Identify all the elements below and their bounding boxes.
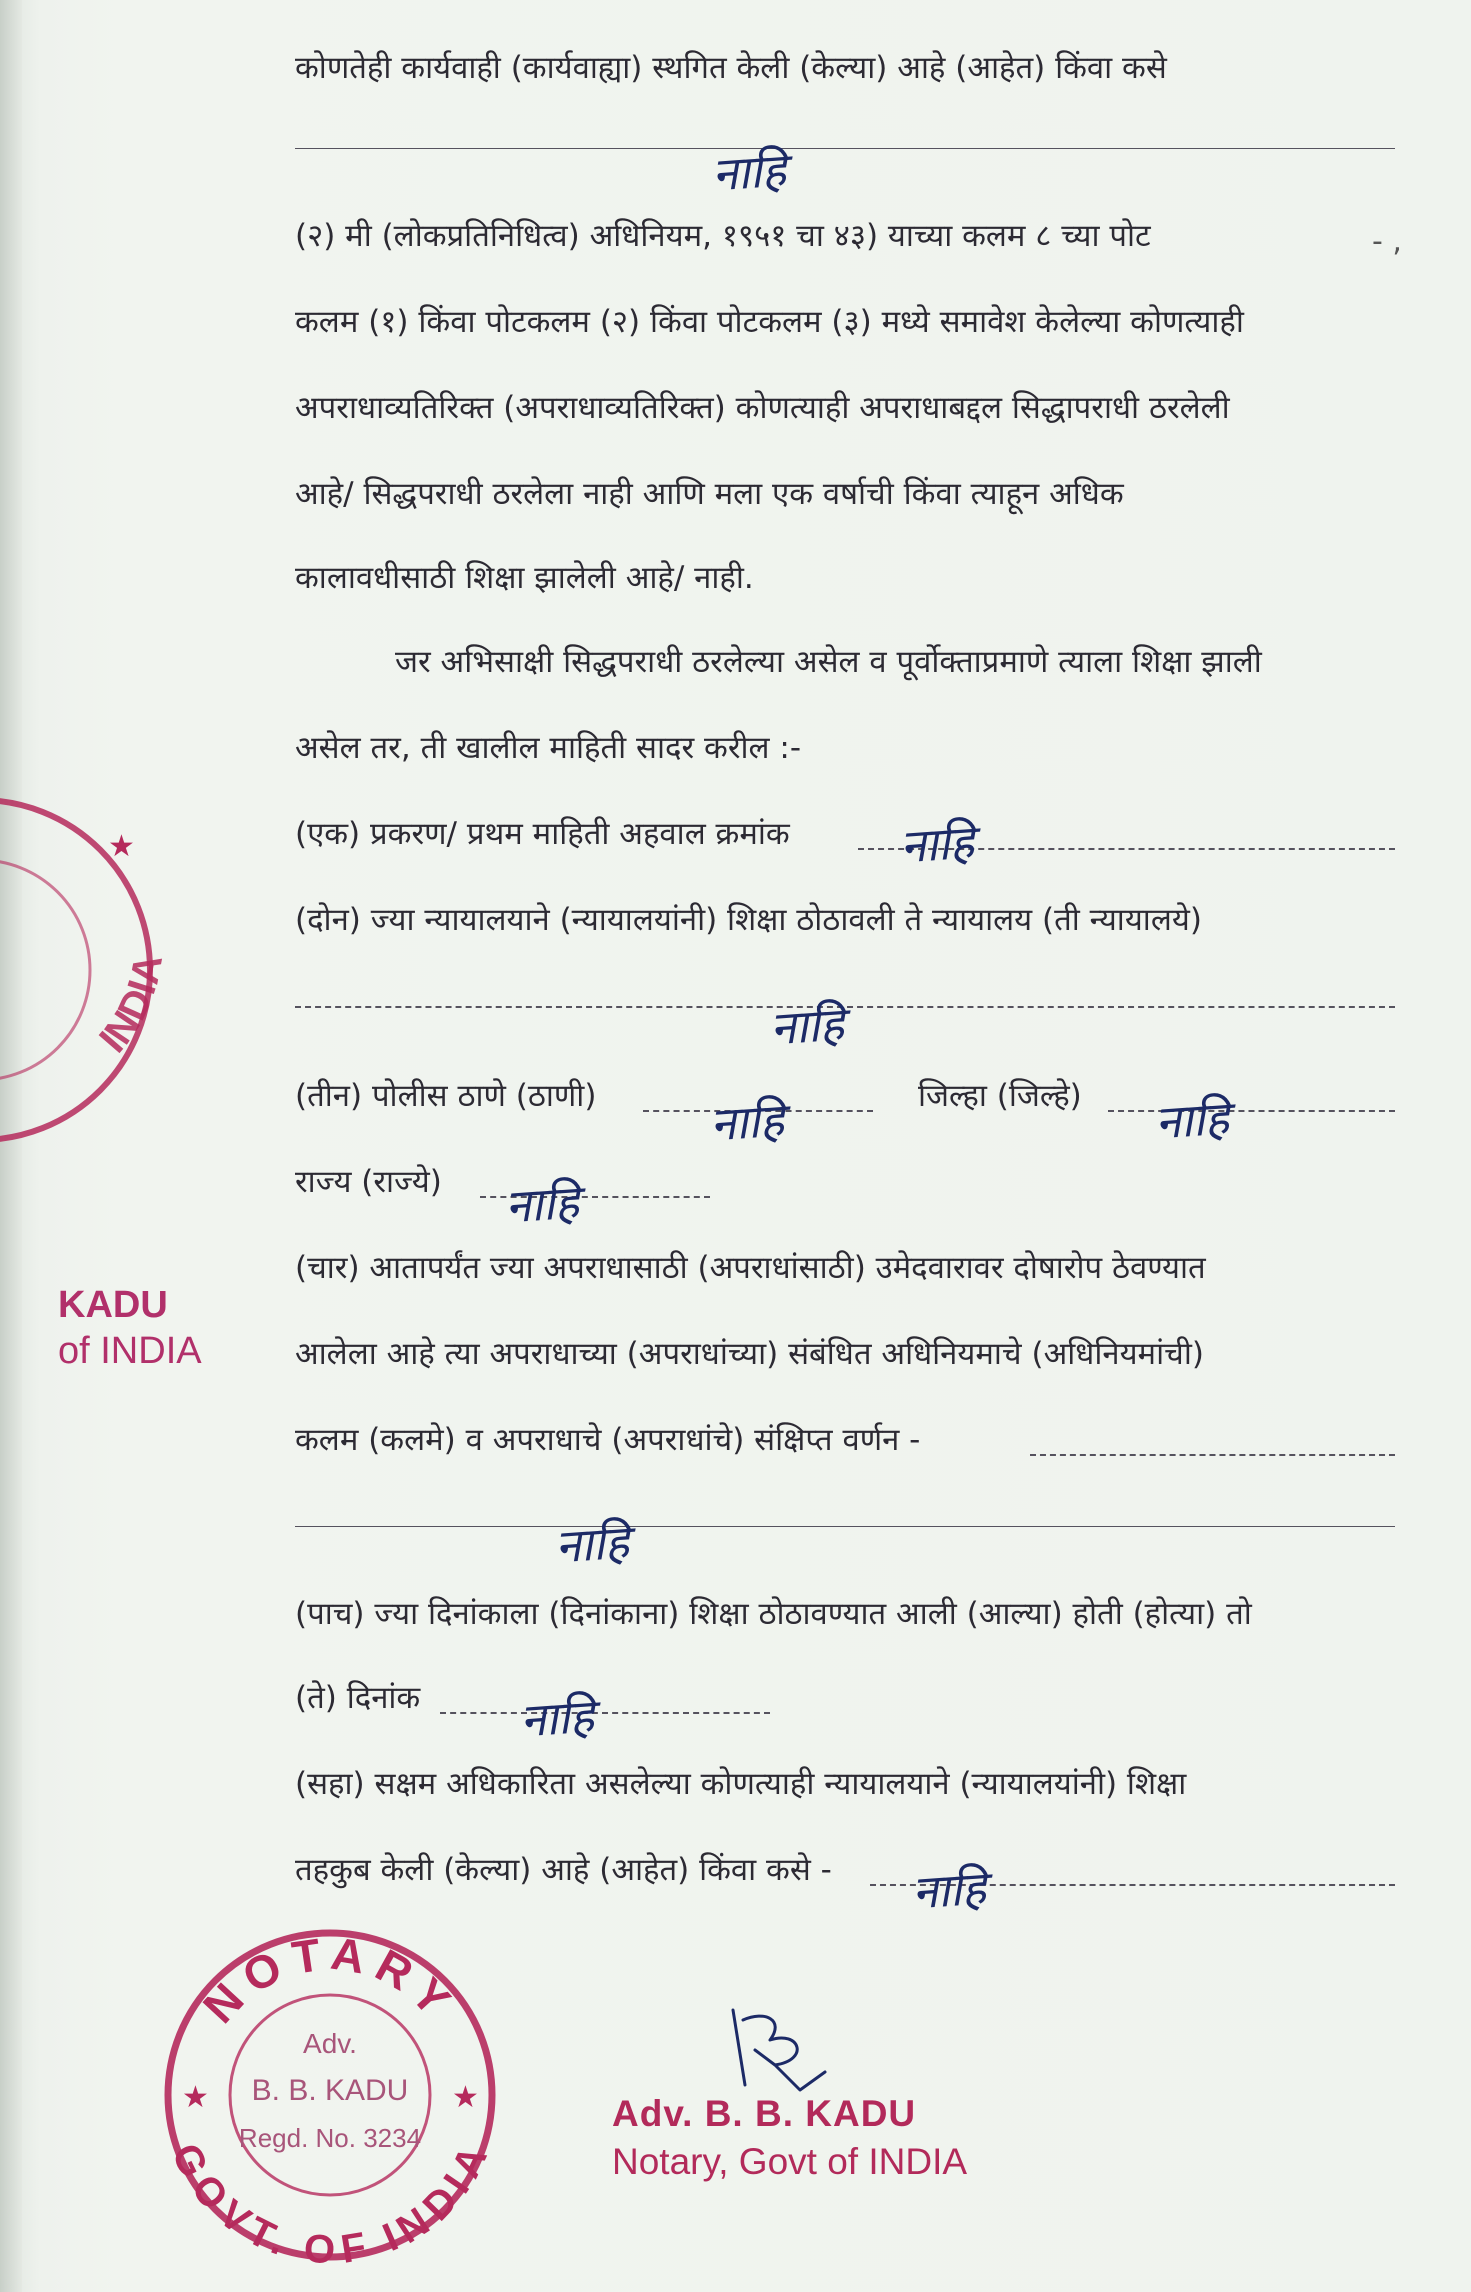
line-text: (सहा) सक्षम अधिकारिता असलेल्या कोणत्याही न्यायालयाने (न्यायालयांनी) शिक्षा [295, 1766, 1187, 1802]
svg-text:INDIA [91, 951, 171, 1061]
side-stamp-label [58, 1282, 202, 1374]
margin-mark: - , [1372, 224, 1402, 259]
partial-ring-text: INDIA [91, 951, 172, 1062]
line-text: (पाच) ज्या दिनांकाला (दिनांकाना) शिक्षा ठोठावण्यात आली (आल्या) होती (होत्या) तो [295, 1596, 1252, 1632]
field-label-case-number [295, 812, 790, 856]
text-line-2 [295, 214, 1395, 258]
line-text: (दोन) ज्या न्यायालयाने (न्यायालयांनी) शिक्षा ठोठावली ते न्यायालय (ती न्यायालये) [295, 902, 1202, 938]
line-text: कलम (१) किंवा पोटकलम (२) किंवा पोटकलम (३) मध्ये समावेश केलेल्या कोणत्याही [295, 304, 1244, 340]
stamp-center-line-3: Regd. No. 3234 [238, 2123, 422, 2153]
star-icon: ★ [108, 829, 135, 864]
field-label-stay [295, 1848, 832, 1892]
text-line-3 [295, 300, 1395, 344]
blank-rule-charges-b [295, 1526, 1395, 1527]
line-text: आहे/ सिद्धपराधी ठरलेला नाही आणि मला एक वर्षाची किंवा त्याहून अधिक [295, 476, 1124, 512]
stamp-center-line-2: B. B. KADU [251, 2074, 409, 2107]
handwritten-answer-7: नाहि [553, 1514, 631, 1574]
side-label-line-2: of INDIA [58, 1330, 202, 1372]
text-line-stay-1 [295, 1762, 1395, 1806]
svg-text:NOTARY [193, 1927, 468, 2033]
text-line-5 [295, 472, 1395, 516]
star-icon: ★ [452, 2080, 479, 2115]
blank-rule-court [295, 1006, 1395, 1008]
text-line-7 [395, 640, 1395, 684]
stamp-center-line-1: Adv. [303, 2028, 357, 2059]
field-label-charges [295, 1418, 920, 1462]
text-line-charges-1 [295, 1246, 1395, 1290]
field-label-district [918, 1074, 1082, 1118]
notary-title: Notary, Govt of INDIA [612, 2141, 968, 2182]
handwritten-answer-2: नाहि [898, 814, 976, 874]
star-icon: ★ [182, 2080, 209, 2115]
line-text: (२) मी (लोकप्रतिनिधित्व) अधिनियम, १९५१ चा ४३) याच्या कलम ८ च्या पोट [295, 218, 1151, 254]
text-line-8 [295, 726, 1395, 770]
line-text: (तीन) पोलीस ठाणे (ठाणी) [295, 1078, 597, 1114]
blank-rule-1 [295, 148, 1395, 149]
stamp-ring-top: NOTARY [192, 1926, 468, 2033]
line-text: राज्य (राज्ये) [295, 1164, 442, 1200]
blank-rule-charges-a [1030, 1454, 1395, 1456]
line-text: (चार) आतापर्यंत ज्या अपराधासाठी (अपराधांसाठी) उमेदवारावर दोषारोप ठेवण्यात [295, 1250, 1206, 1286]
signature-block [612, 2090, 967, 2186]
field-label-date [295, 1676, 420, 1720]
text-line-6 [295, 556, 1395, 600]
line-text: कलम (कलमे) व अपराधाचे (अपराधांचे) संक्षिप्त वर्णन - [295, 1422, 921, 1458]
handwritten-answer-3: नाहि [768, 996, 846, 1056]
line-text: आलेला आहे त्या अपराधाच्या (अपराधांच्या) संबंधित अधिनियमाचे (अधिनियमांची) [295, 1336, 1204, 1372]
notary-name: Adv. B. B. KADU [612, 2093, 917, 2134]
handwritten-answer-6: नाहि [503, 1174, 581, 1234]
handwritten-answer-8: नाहि [518, 1688, 596, 1748]
line-text: जर अभिसाक्षी सिद्धपराधी ठरलेल्या असेल व पूर्वोक्ताप्रमाणे त्याला शिक्षा झाली [395, 644, 1262, 680]
line-text: (एक) प्रकरण/ प्रथम माहिती अहवाल क्रमांक [295, 816, 790, 852]
text-line-court [295, 898, 1395, 942]
partial-notary-stamp [0, 780, 180, 1150]
side-label-line-1: KADU [58, 1284, 168, 1326]
line-text: तहकुब केली (केल्या) आहे (आहेत) किंवा कसे - [295, 1852, 832, 1888]
text-line-1 [295, 46, 1395, 90]
line-text: कोणतेही कार्यवाही (कार्यवाह्या) स्थगित केली (केल्या) आहे (आहेत) किंवा कसे [295, 50, 1167, 86]
line-text: अपराधाव्यतिरिक्त (अपराधाव्यतिरिक्त) कोणत्याही अपराधाबद्दल सिद्धापराधी ठरलेली [295, 390, 1230, 426]
notary-round-stamp [160, 1925, 500, 2265]
handwritten-answer-5: नाहि [1153, 1090, 1231, 1150]
line-text: कालावधीसाठी शिक्षा झालेली आहे/ नाही. [295, 560, 754, 596]
field-label-state [295, 1160, 442, 1204]
blank-rule-district [1108, 1110, 1395, 1112]
text-line-charges-2 [295, 1332, 1395, 1376]
stamp-ring-bottom: GOVT. OF INDIA [162, 2136, 498, 2265]
handwritten-answer-4: नाहि [708, 1092, 786, 1152]
line-text: असेल तर, ती खालील माहिती सादर करील :- [295, 730, 802, 766]
handwritten-answer-9: नाहि [910, 1860, 988, 1920]
blank-rule-date [440, 1712, 770, 1714]
line-text: जिल्हा (जिल्हे) [918, 1078, 1082, 1114]
handwritten-answer-1: नाहि [710, 142, 788, 202]
text-line-4 [295, 386, 1395, 430]
text-line-date-1 [295, 1592, 1395, 1636]
line-text: (ते) दिनांक [295, 1680, 421, 1716]
field-label-police-station [295, 1074, 596, 1118]
svg-text:GOVT. OF INDIA [163, 2137, 497, 2265]
